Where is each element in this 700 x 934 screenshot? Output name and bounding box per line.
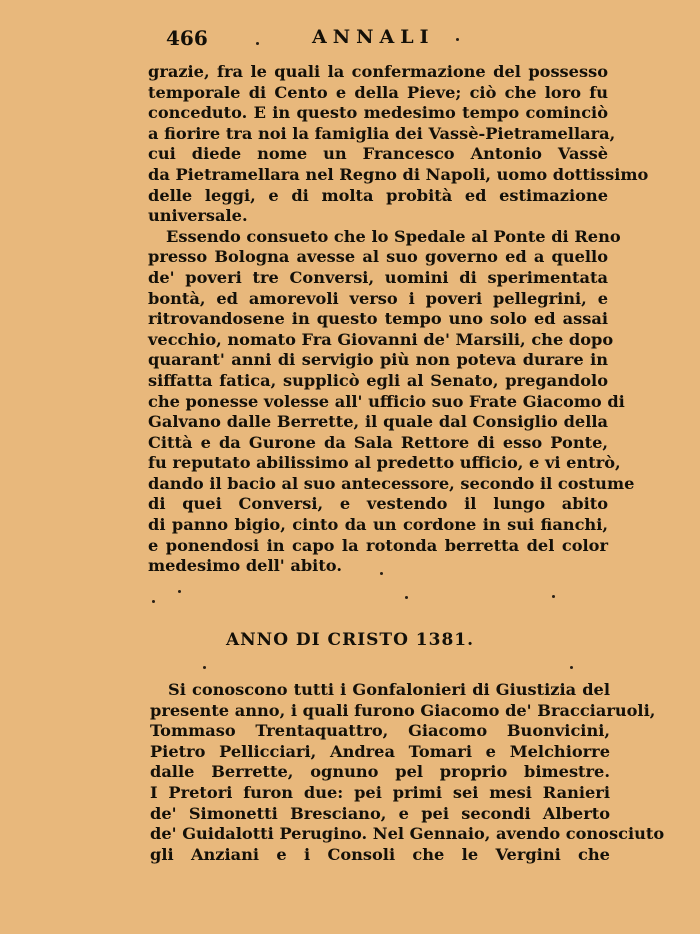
print-speck [203,666,206,669]
text-line: de' Guidalotti Perugino. Nel Gennaio, avendo conosciuto [150,824,665,844]
text-line: delle leggi, e di molta probità ed estimazione [148,185,608,205]
body-text-block-1 [148,62,649,577]
text-line: siffatta fatica, supplicò egli al Senato, pregandolo [148,370,608,390]
running-title: ANNALI [312,26,435,48]
text-line: da Pietramellara nel Regno di Napoli, uomo dottissimo [148,164,649,184]
text-line: Tommaso Trentaquattro, Giacomo Buonvicini, [150,721,610,741]
text-line: Galvano dalle Berrette, il quale dal Consiglio della [148,412,608,432]
print-speck [405,596,408,599]
text-line: ritrovandosene in questo tempo uno solo ed assai [148,309,608,329]
text-line: e ponendosi in capo la rotonda berretta del color [148,535,608,555]
text-line: bontà, ed amorevoli verso i poveri pellegrini, e [148,288,608,308]
text-line: Essendo consueto che lo Spedale al Ponte di Reno [166,226,621,246]
text-line: cui diede nome un Francesco Antonio Vassè [148,144,608,164]
text-line: di quei Conversi, e vestendo il lungo abito [148,494,608,514]
text-line: conceduto. E in questo medesimo tempo cominciò [148,103,608,123]
text-line: de' poveri tre Conversi, uomini di sperimentata [148,267,608,287]
text-line: presso Bologna avesse al suo governo ed a quello [148,247,608,267]
text-line: Pietro Pellicciari, Andrea Tomari e Melchiorre [150,741,610,761]
text-line: che ponesse volesse all' ufficio suo Frate Giacomo di [148,391,625,411]
text-line: medesimo dell' abito. [148,556,342,576]
body-text-block-2 [150,680,665,865]
text-line: vecchio, nomato Fra Giovanni de' Marsili, che dopo [148,329,614,349]
text-line: grazie, fra le quali la confermazione del possesso [148,62,608,81]
text-line: di panno bigio, cinto da un cordone in sui fianchi, [148,515,608,535]
text-line: fu reputato abilissimo al predetto ufficio, e vi entrò, [148,453,621,473]
text-line: quarant' anni di servigio più non poteva durare in [148,350,608,370]
text-line: de' Simonetti Bresciano, e pei secondi Alberto [150,803,610,823]
text-line: dalle Berrette, ognuno pel proprio bimestre. [150,762,610,782]
print-speck [380,572,383,575]
section-heading: ANNO DI CRISTO 1381. [225,630,475,650]
print-speck [178,590,181,593]
page-number: 466 [166,26,208,50]
print-speck [456,38,459,41]
print-speck [552,595,555,598]
print-speck [570,666,573,669]
text-line: Città e da Gurone da Sala Rettore di esso Ponte, [148,432,608,452]
text-line: Si conoscono tutti i Gonfalonieri di Giustizia del [168,680,610,699]
print-speck [256,42,259,45]
text-line: I Pretori furon due: pei primi sei mesi Ranieri [150,782,610,802]
print-speck [152,600,155,603]
text-line: dando il bacio al suo antecessore, secondo il costume [148,473,635,493]
page-header [0,26,700,56]
text-line: universale. [148,206,248,226]
text-line: presente anno, i quali furono Giacomo de' Bracciaruoli, [150,700,656,720]
text-line: a fiorire tra noi la famiglia dei Vassè-Pietramellara, [148,123,616,143]
text-line: gli Anziani e i Consoli che le Vergini che [150,844,610,864]
text-line: temporale di Cento e della Pieve; ciò che loro fu [148,82,608,102]
